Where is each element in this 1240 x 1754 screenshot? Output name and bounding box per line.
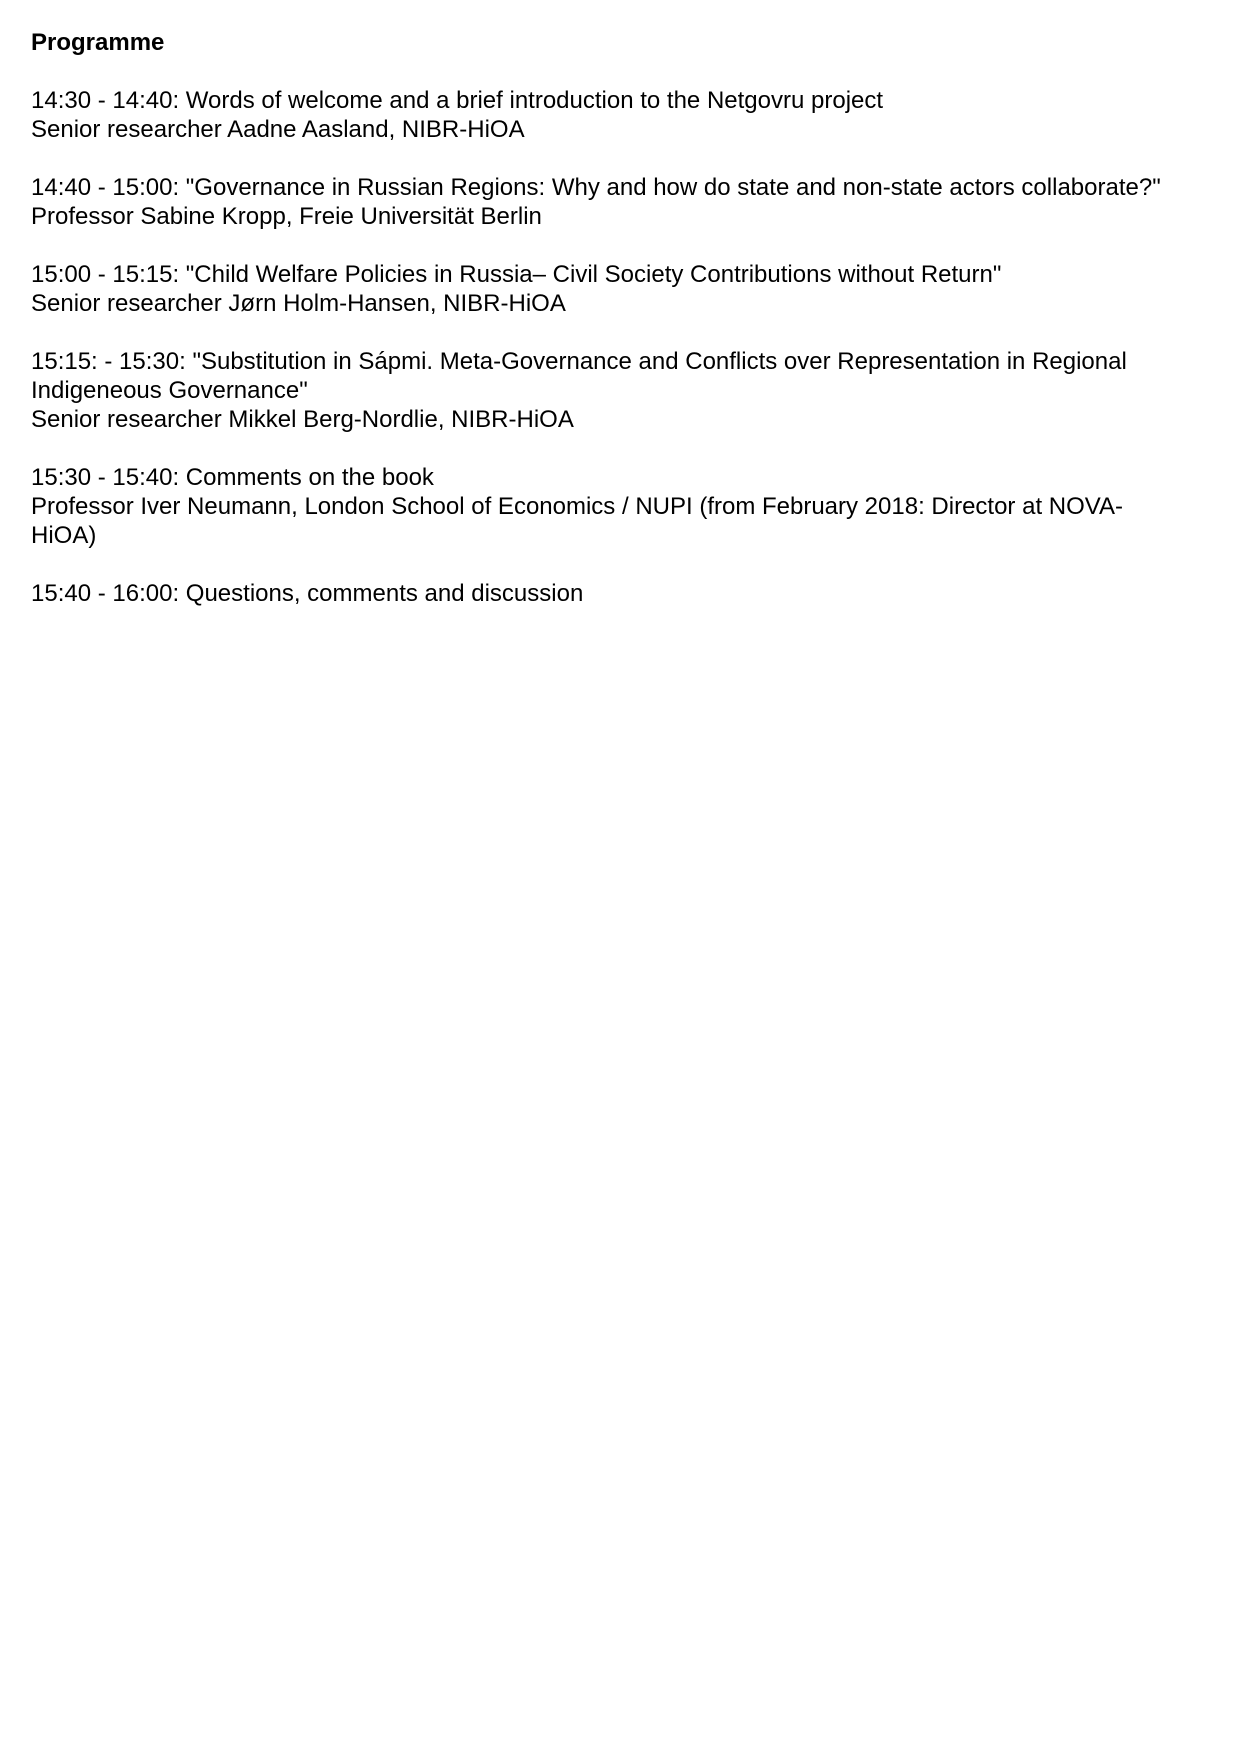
entry-speaker: Professor Sabine Kropp, Freie Universität Berlin bbox=[31, 203, 542, 230]
programme-entry-2 bbox=[31, 173, 1221, 231]
entry-topic-continued: Indigeneous Governance" bbox=[31, 377, 308, 404]
document-page bbox=[31, 28, 1221, 637]
entry-time-and-topic: 14:40 - 15:00: "Governance in Russian Regions: Why and how do state and non-state actors collaborate?" bbox=[31, 174, 1161, 201]
entry-speaker-continued: HiOA) bbox=[31, 522, 97, 549]
entry-time-and-topic: 14:30 - 14:40: Words of welcome and a brief introduction to the Netgovru project bbox=[31, 87, 884, 114]
programme-entry-5 bbox=[31, 463, 1221, 550]
entry-speaker: Senior researcher Mikkel Berg-Nordlie, NIBR-HiOA bbox=[31, 406, 574, 433]
entry-time-and-topic: 15:00 - 15:15: "Child Welfare Policies in Russia– Civil Society Contributions without Return" bbox=[31, 261, 1002, 288]
programme-entry-6 bbox=[31, 579, 1221, 608]
entry-speaker: Professor Iver Neumann, London School of Economics / NUPI (from February 2018: Director at NOVA- bbox=[31, 493, 1123, 520]
programme-entry-1 bbox=[31, 86, 1221, 144]
programme-entry-3 bbox=[31, 260, 1221, 318]
entry-speaker: Senior researcher Aadne Aasland, NIBR-HiOA bbox=[31, 116, 525, 143]
programme-title: Programme bbox=[31, 29, 165, 56]
entry-time-and-topic: 15:40 - 16:00: Questions, comments and discussion bbox=[31, 580, 584, 607]
entry-speaker: Senior researcher Jørn Holm-Hansen, NIBR-HiOA bbox=[31, 290, 566, 317]
programme-entry-4 bbox=[31, 347, 1221, 434]
entry-time-and-topic: 15:15: - 15:30: "Substitution in Sápmi. Meta-Governance and Conflicts over Representation in Regional bbox=[31, 348, 1127, 375]
entry-time-and-topic: 15:30 - 15:40: Comments on the book bbox=[31, 464, 434, 491]
